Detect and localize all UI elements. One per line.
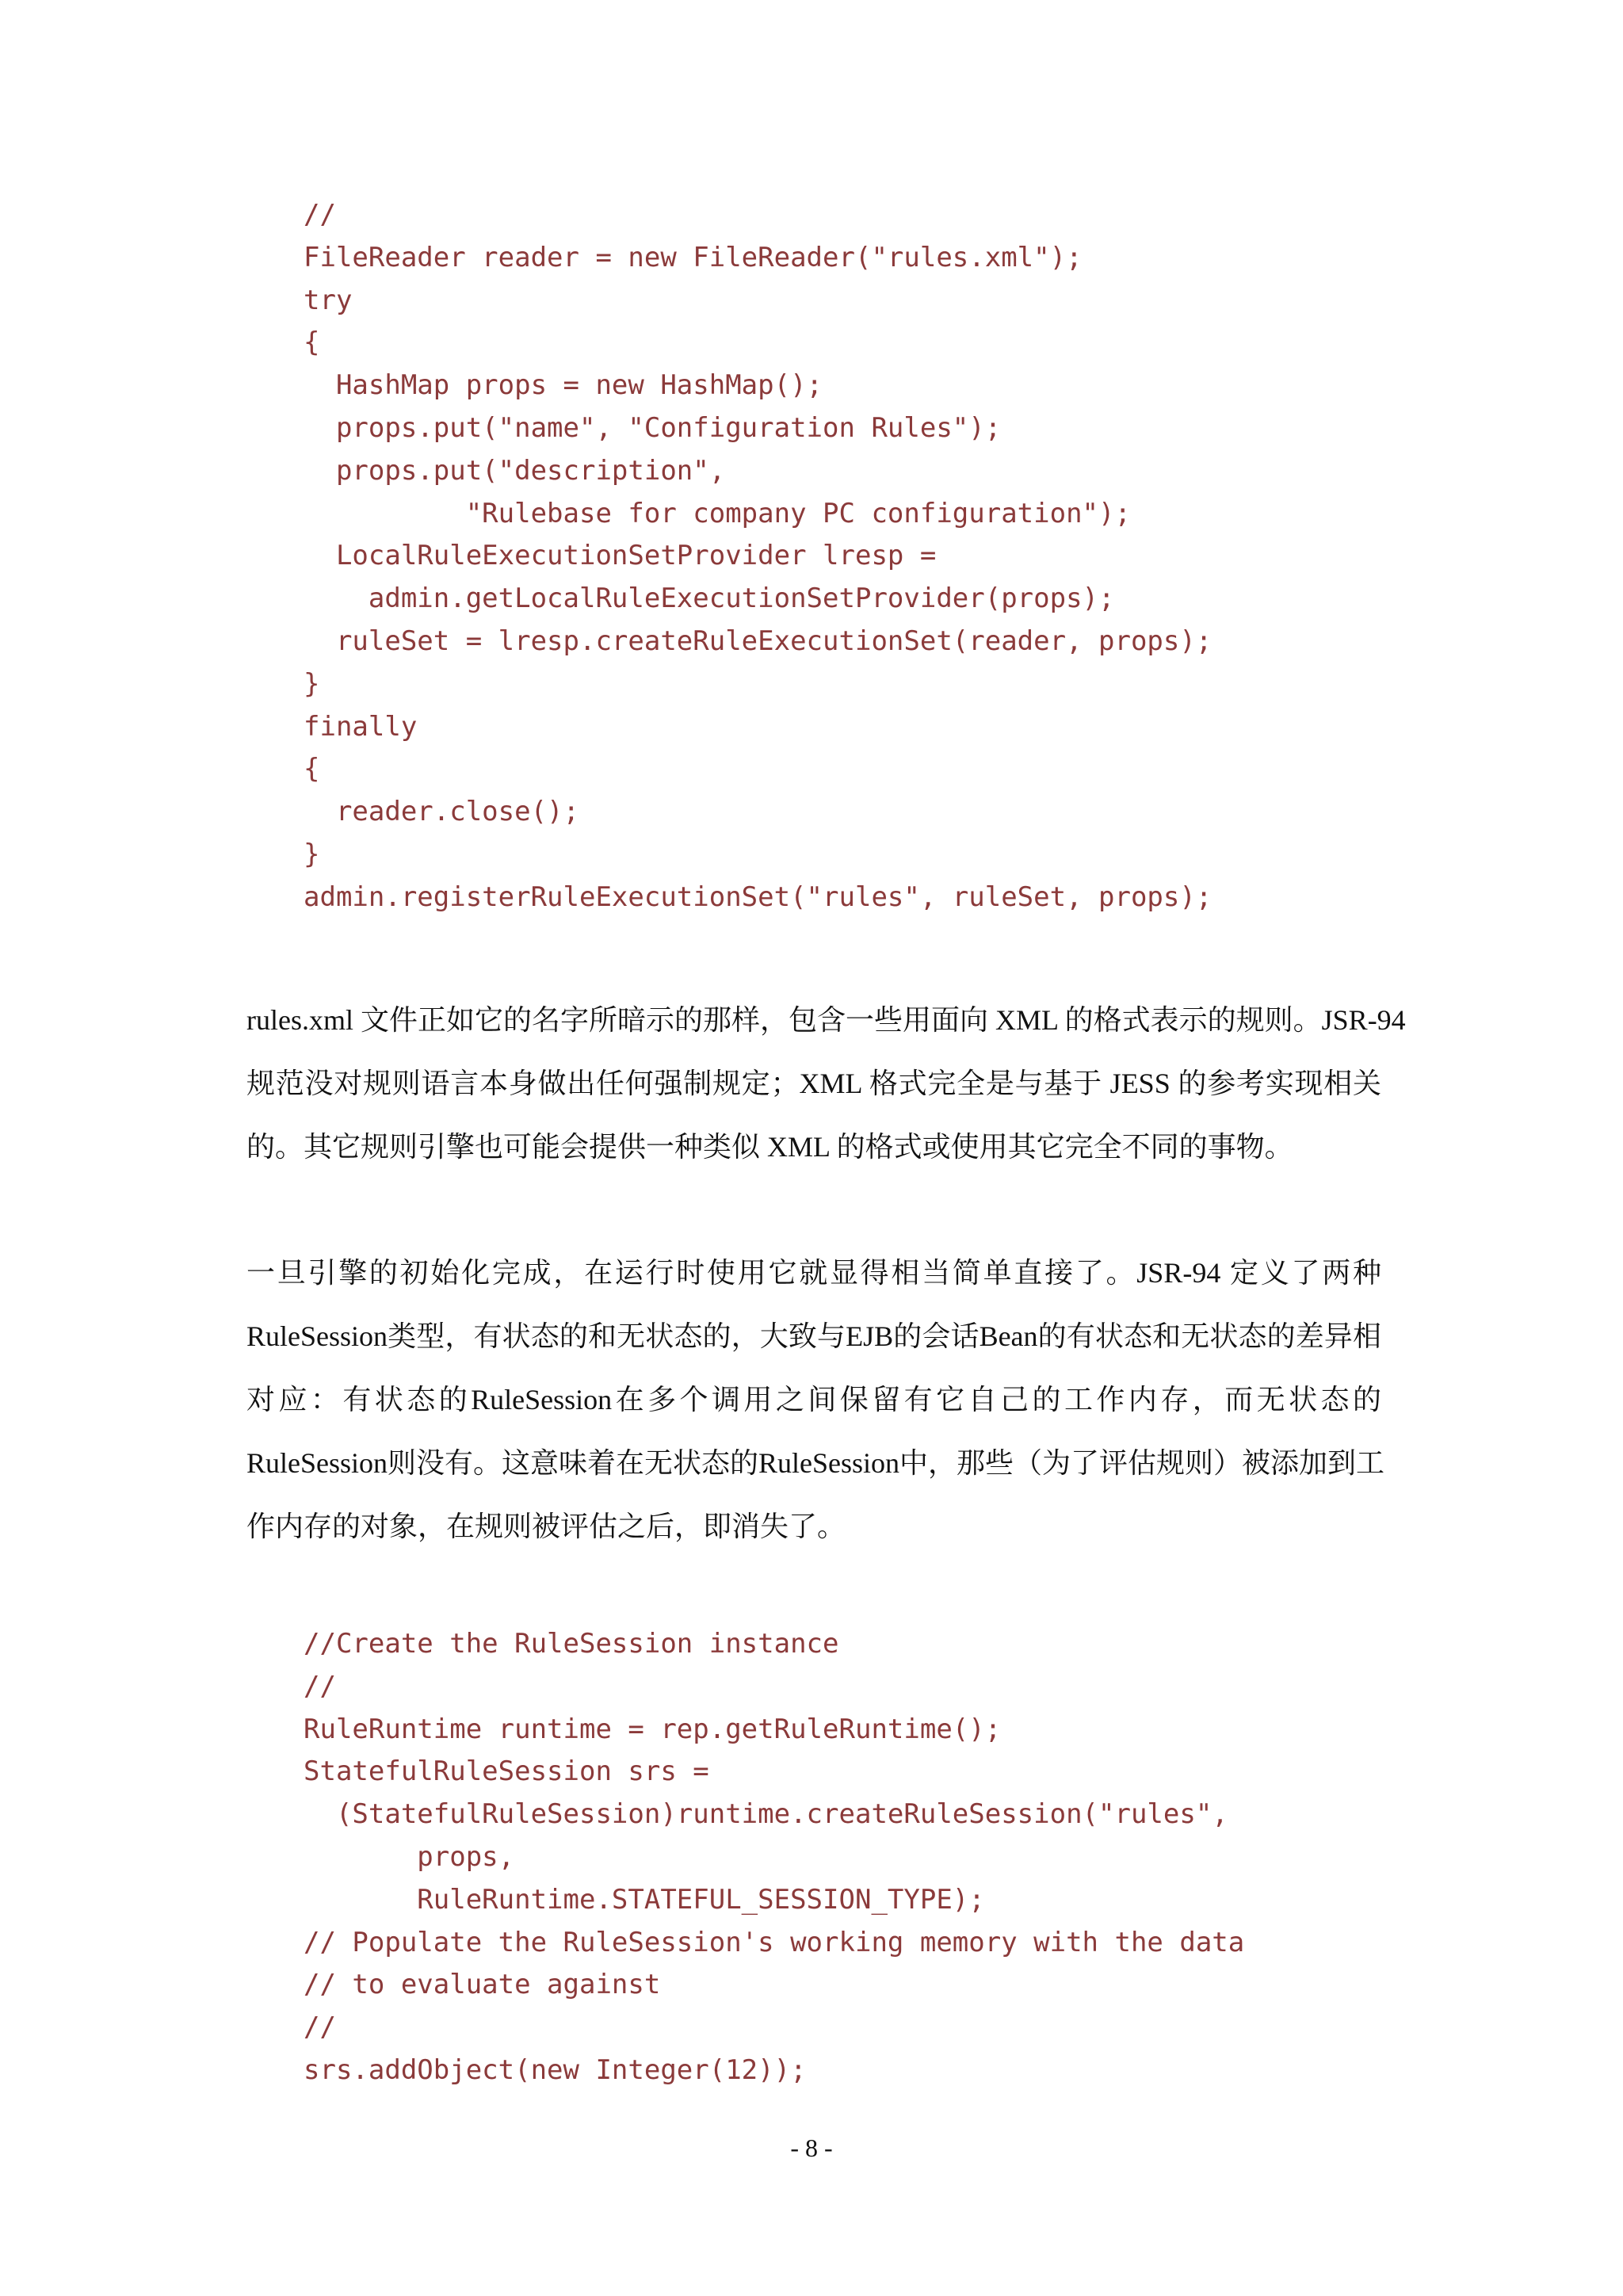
code-line: try	[304, 284, 353, 316]
paragraph-line: 作内存的对象，在规则被评估之后，即消失了。	[246, 1511, 846, 1542]
code-line: srs.addObject(new Integer(12));	[304, 2053, 807, 2086]
paragraph-line: rules.xml 文件正如它的名字所暗示的那样，包含一些用面向 XML 的格式表示的规则。JSR-94	[246, 1004, 1406, 1036]
code-line: props.put("description",	[304, 454, 726, 487]
code-line: "Rulebase for company PC configuration");	[304, 497, 1131, 529]
paragraph-line: RuleSession则没有。这意味着在无状态的RuleSession中，那些（为了评估规则）被添加到工	[246, 1447, 1385, 1479]
code-block-rule-session	[304, 1623, 1244, 2092]
code-line: //	[304, 199, 336, 231]
paragraph-rule-session	[246, 1241, 1385, 1558]
code-line: admin.registerRuleExecutionSet("rules", ruleSet, props);	[304, 881, 1212, 913]
code-line: // to evaluate against	[304, 1969, 661, 2001]
code-line: //	[304, 1670, 336, 1702]
code-line: RuleRuntime.STATEFUL_SESSION_TYPE);	[304, 1883, 985, 1916]
page-number: - 8 -	[790, 2134, 833, 2162]
code-line: {	[304, 327, 320, 359]
code-block-rule-registration	[304, 194, 1212, 919]
code-line: props,	[304, 1840, 515, 1873]
code-line: StatefulRuleSession srs =	[304, 1755, 709, 1788]
code-line: admin.getLocalRuleExecutionSetProvider(props);	[304, 583, 1115, 615]
code-line: ruleSet = lresp.createRuleExecutionSet(reader, props);	[304, 625, 1212, 657]
code-line: finally	[304, 710, 418, 743]
code-line: FileReader reader = new FileReader("rules.xml");	[304, 241, 1083, 273]
code-line: reader.close();	[304, 796, 579, 828]
code-line: LocalRuleExecutionSetProvider lresp =	[304, 540, 937, 572]
paragraph-line: 对应：有状态的RuleSession在多个调用之间保留有它自己的工作内存，而无状态的	[246, 1384, 1381, 1415]
code-line: (StatefulRuleSession)runtime.createRuleSession("rules",	[304, 1798, 1228, 1831]
code-line: //	[304, 2011, 336, 2044]
code-line: }	[304, 667, 320, 700]
code-line: }	[304, 838, 320, 870]
paragraph-line: 的。其它规则引擎也可能会提供一种类似 XML 的格式或使用其它完全不同的事物。	[246, 1131, 1293, 1163]
code-line: {	[304, 753, 320, 785]
code-line: // Populate the RuleSession's working memory with the data	[304, 1926, 1245, 1958]
paragraph-line: 规范没对规则语言本身做出任何强制规定；XML 格式完全是与基于 JESS 的参考实现相关	[246, 1068, 1381, 1099]
code-line: //Create the RuleSession instance	[304, 1628, 839, 1660]
code-line: HashMap props = new HashMap();	[304, 369, 823, 402]
code-line: props.put("name", "Configuration Rules");	[304, 411, 1002, 444]
code-line: RuleRuntime runtime = rep.getRuleRuntime();	[304, 1713, 1002, 1745]
paragraph-line: RuleSession类型，有状态的和无状态的，大致与EJB的会话Bean的有状态和无状态的差异相	[246, 1320, 1381, 1352]
paragraph-rules-xml	[246, 988, 1406, 1179]
paragraph-line: 一旦引擎的初始化完成，在运行时使用它就显得相当简单直接了。JSR-94 定义了两种	[246, 1257, 1381, 1289]
